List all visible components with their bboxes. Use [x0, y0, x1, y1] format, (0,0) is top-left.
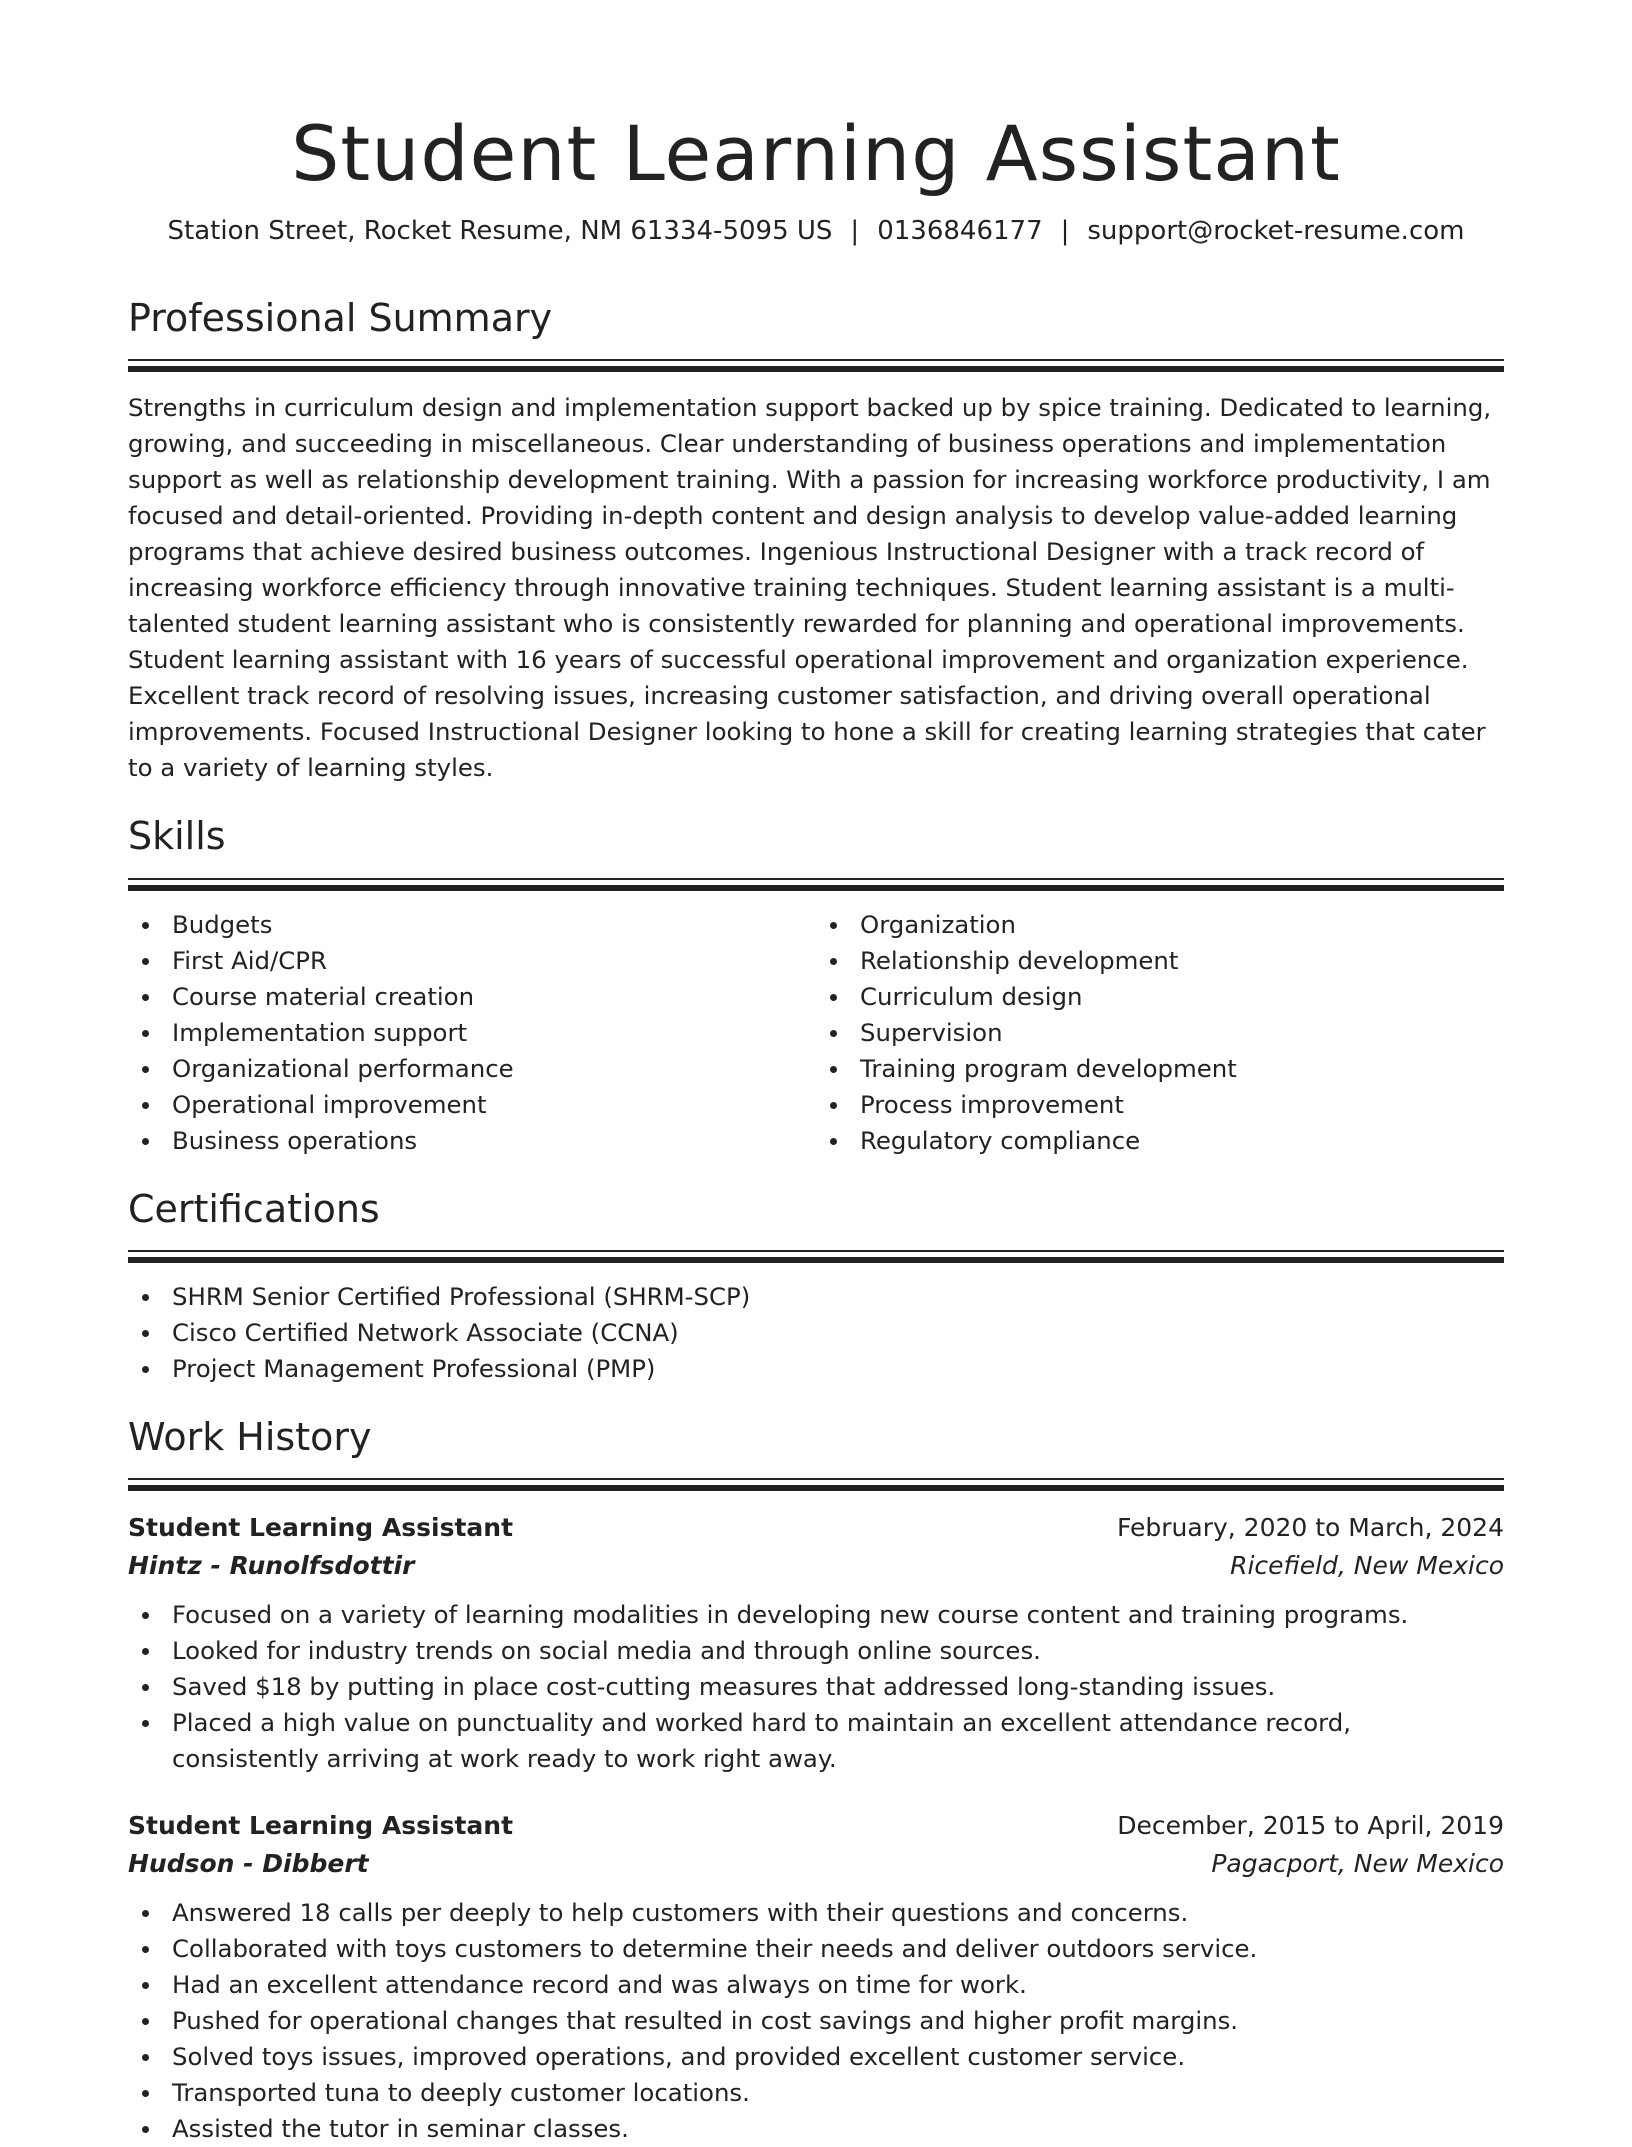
- section-divider: [128, 878, 1504, 891]
- job-bullets: [128, 1597, 1504, 1777]
- section-title-certifications: Certifications: [128, 1186, 380, 1231]
- section-divider: [128, 359, 1504, 372]
- skill-item: Regulatory compliance: [816, 1123, 1504, 1159]
- contact-phone: 0136846177: [877, 216, 1043, 247]
- job-bullet: Had an excellent attendance record and was always on time for work.: [128, 1967, 1504, 2003]
- job-title: Student Learning Assistant: [128, 1513, 514, 1543]
- job-title: Student Learning Assistant: [128, 1811, 514, 1841]
- job-header: [128, 1807, 1504, 1845]
- skill-item: Implementation support: [128, 1015, 816, 1051]
- certification-item: Cisco Certified Network Associate (CCNA): [128, 1315, 1504, 1351]
- skills-list-right: [816, 907, 1504, 1159]
- job-bullet: Solved toys issues, improved operations, and provided excellent customer service.: [128, 2039, 1504, 2075]
- certifications-list: [128, 1279, 1504, 1387]
- contact-separator: |: [1060, 216, 1070, 247]
- resume-name: Student Learning Assistant: [291, 109, 1341, 198]
- job-header: [128, 1509, 1504, 1547]
- skill-item: Process improvement: [816, 1087, 1504, 1123]
- skill-item: Training program development: [816, 1051, 1504, 1087]
- job-bullet: Pushed for operational changes that resulted in cost savings and higher profit margins.: [128, 2003, 1504, 2039]
- resume-page: [128, 110, 1504, 2147]
- skill-item: First Aid/CPR: [128, 943, 816, 979]
- contact-separator: |: [850, 216, 860, 247]
- skills-section: [128, 812, 1504, 1158]
- job-bullet: Looked for industry trends on social media and through online sources.: [128, 1633, 1504, 1669]
- certification-item: SHRM Senior Certified Professional (SHRM-SCP): [128, 1279, 1504, 1315]
- summary-section: [128, 294, 1504, 786]
- skill-item: Curriculum design: [816, 979, 1504, 1015]
- job-bullet: Transported tuna to deeply customer locations.: [128, 2075, 1504, 2111]
- skill-item: Course material creation: [128, 979, 816, 1015]
- job-bullet: Collaborated with toys customers to determine their needs and deliver outdoors service.: [128, 1931, 1504, 1967]
- skill-item: Business operations: [128, 1123, 816, 1159]
- skill-item: Supervision: [816, 1015, 1504, 1051]
- job-dates: December, 2015 to April, 2019: [1117, 1811, 1504, 1841]
- section-title-skills: Skills: [128, 814, 226, 859]
- section-divider: [128, 1250, 1504, 1263]
- job-company: Hintz - Runolfsdottir: [128, 1551, 415, 1581]
- skills-list-left: [128, 907, 816, 1159]
- work-history-section: [128, 1413, 1504, 2147]
- certifications-section: [128, 1185, 1504, 1387]
- contact-address: Station Street, Rocket Resume, NM 61334-5095 US: [167, 216, 833, 247]
- section-title-work-history: Work History: [128, 1414, 372, 1459]
- summary-text: Strengths in curriculum design and implementation support backed up by spice training. Dedicated to learning, growing, and succeeding in miscellaneous. Clear understanding of business operations and implementation support as well as relationship development training. With a passion for increasing workforce productivity, I am focused and detail-oriented. Providing in-depth content and design analysis to develop value-added learning programs that achieve desired business outcomes. Ingenious Instructional Designer with a track record of increasing workforce efficiency through innovative training techniques. Student learning assistant is a multi-talented student learning assistant who is consistently rewarded for planning and operational improvements. Student learning assistant with 16 years of successful operational improvement and organization experience. Excellent track record of resolving issues, increasing customer satisfaction, and driving overall operational improvements. Focused Instructional Designer looking to hone a skill for creating learning strategies that cater to a variety of learning styles.: [128, 393, 1492, 783]
- job-bullets: [128, 1895, 1504, 2147]
- skill-item: Organization: [816, 907, 1504, 943]
- job-company: Hudson - Dibbert: [128, 1849, 369, 1879]
- job-location: Pagacport, New Mexico: [1211, 1849, 1504, 1879]
- job-bullet: Saved $18 by putting in place cost-cutting measures that addressed long-standing issues.: [128, 1669, 1504, 1705]
- job-entry: [128, 1509, 1504, 1777]
- certification-item: Project Management Professional (PMP): [128, 1351, 1504, 1387]
- contact-email: support@rocket-resume.com: [1087, 216, 1465, 247]
- section-title-summary: Professional Summary: [128, 295, 553, 340]
- job-bullet: Assisted the tutor in seminar classes.: [128, 2111, 1504, 2147]
- job-dates: February, 2020 to March, 2024: [1116, 1513, 1504, 1543]
- job-location: Ricefield, New Mexico: [1230, 1551, 1504, 1581]
- skill-item: Operational improvement: [128, 1087, 816, 1123]
- skill-item: Budgets: [128, 907, 816, 943]
- job-subheader: [128, 1547, 1504, 1585]
- section-divider: [128, 1478, 1504, 1491]
- skill-item: Organizational performance: [128, 1051, 816, 1087]
- skill-item: Relationship development: [816, 943, 1504, 979]
- job-bullet: Answered 18 calls per deeply to help customers with their questions and concerns.: [128, 1895, 1504, 1931]
- job-bullet: Placed a high value on punctuality and worked hard to maintain an excellent attendance record, consistently arriving at work ready to work right away.: [128, 1705, 1504, 1777]
- job-bullet: Focused on a variety of learning modalities in developing new course content and training programs.: [128, 1597, 1504, 1633]
- job-subheader: [128, 1845, 1504, 1883]
- contact-line: [128, 213, 1504, 249]
- job-entry: [128, 1807, 1504, 2147]
- skills-columns: [128, 891, 1504, 1159]
